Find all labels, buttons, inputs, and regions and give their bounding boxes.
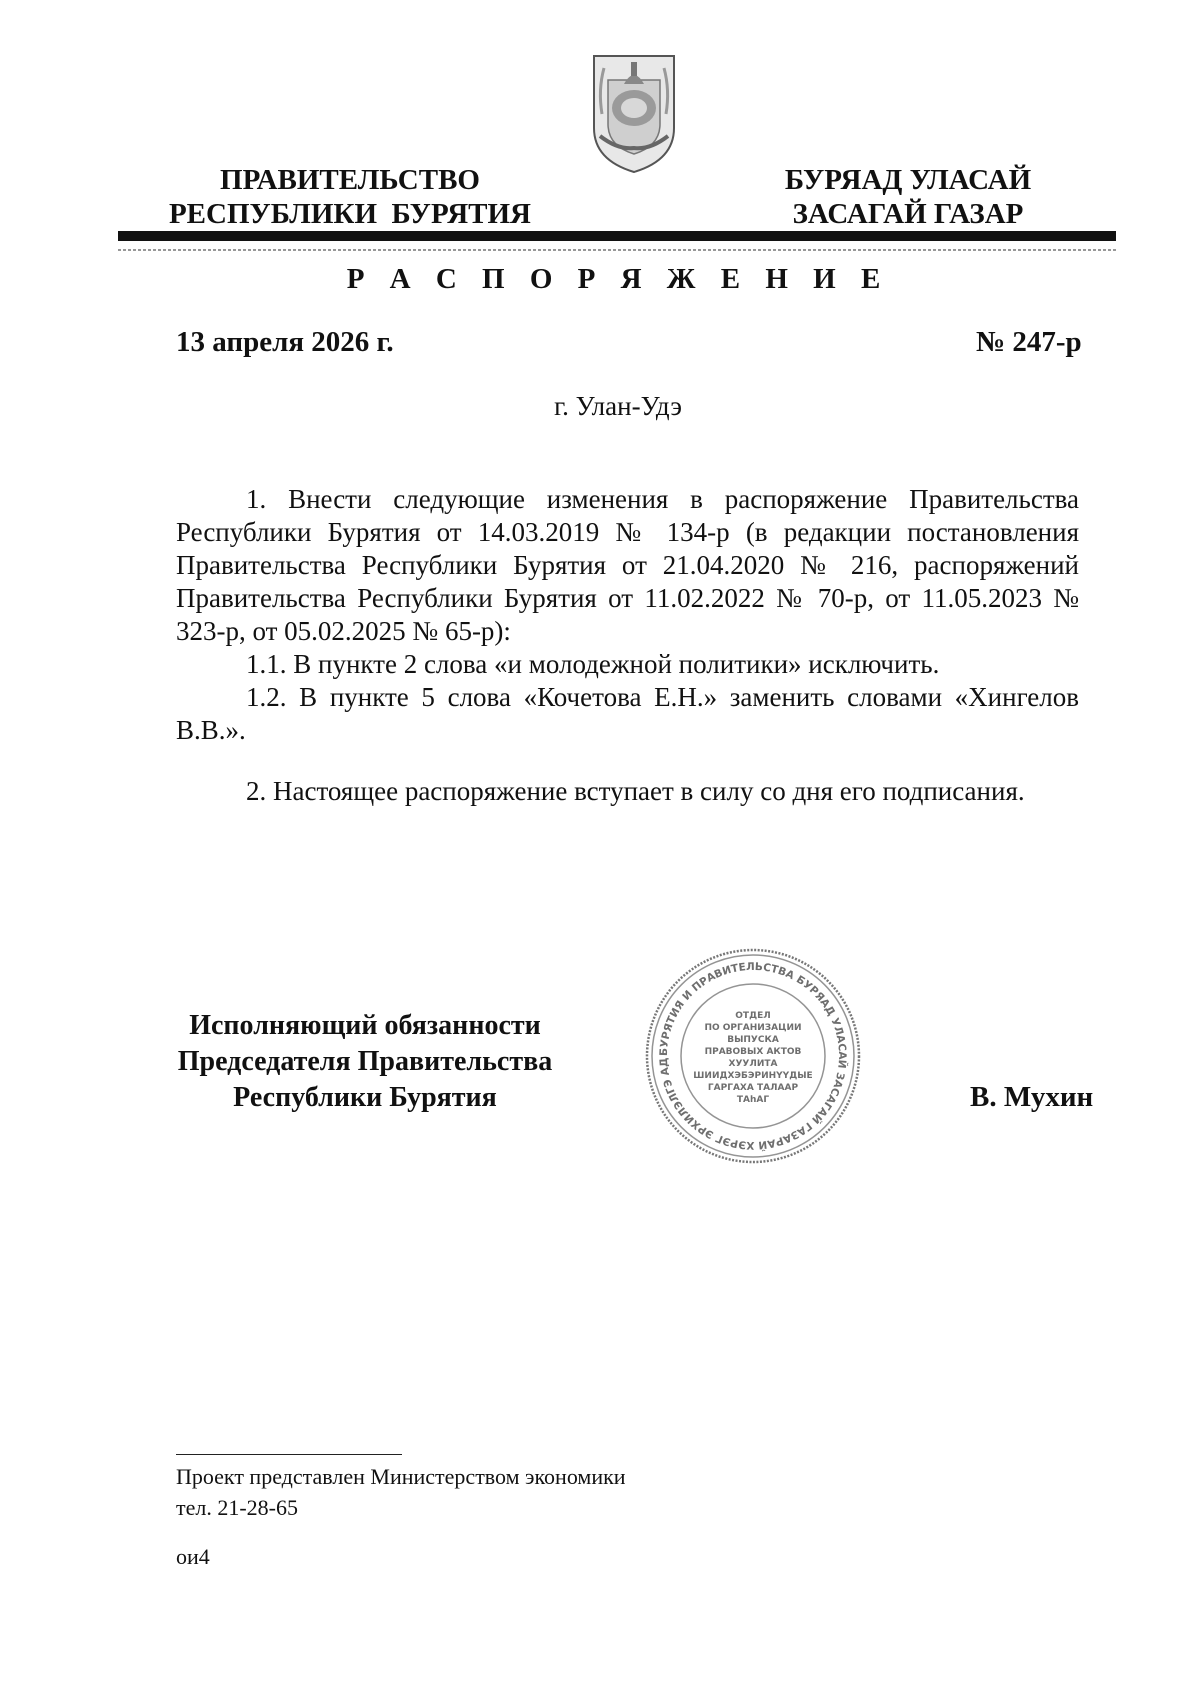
document-date: 13 апреля 2026 г. [176, 326, 394, 358]
paragraph-1: 1. Внести следующие изменения в распоряжение Правительства Республики Бурятия от 14.03.2019 № 134-р (в редакции постановления Правительства Республики Бурятия от 21.04.2020 № 216, распоряжений Правительства Республики Бурятия от 11.02.2022 № 70-р, от 11.05.2023 № 323-р, от 05.02.2025 № 65-р): [176, 484, 1079, 646]
header-right-line2: ЗАСАГАЙ ГАЗАР [792, 198, 1024, 230]
signatory-name: В. Мухин [970, 1081, 1094, 1113]
header-right-line1: БУРЯАД УЛАСАЙ [784, 164, 1032, 196]
official-stamp [643, 946, 863, 1166]
paragraph-2: 2. Настоящее распоряжение вступает в силу со дня его подписания. [246, 776, 1025, 806]
paragraph-1-2: 1.2. В пункте 5 слова «Кочетова Е.Н.» заменить словами «Хингелов В.В.». [176, 682, 1079, 745]
stamp-line8: ТАһАГ [736, 1095, 770, 1105]
stamp-line3: ВЫПУСКА [727, 1035, 779, 1045]
stamp-line6: ШИИДХЭБЭРИНҮҮДЫЕ [693, 1071, 813, 1081]
stamp-line7: ГАРГАХА ТАЛААР [707, 1083, 799, 1093]
stamp-outer-text: БУРЯТИЯ И ПРАВИТЕЛЬСТВА БУРЯАД УЛАСАЙ ЗАСАГАЙ ГАЗАРАЙ ХЭРЭГ ЭРХИЛЭЛГЭ АД [657, 960, 849, 1152]
coat-of-arms-icon [588, 50, 680, 176]
document-type: Р А С П О Р Я Ж Е Н И Е [346, 263, 890, 295]
header-left-line1: ПРАВИТЕЛЬСТВО [220, 164, 480, 196]
signatory-title-line1: Исполняющий обязанности [189, 1010, 541, 1041]
footnote [176, 1461, 626, 1523]
header-right [762, 163, 1054, 231]
paragraph-1-1: 1.1. В пункте 2 слова «и молодежной политики» исключить. [246, 649, 940, 679]
executor-code: ои4 [176, 1544, 210, 1569]
stamp-line4: ПРАВОВЫХ АКТОВ [704, 1047, 802, 1057]
stamp-line1: ОТДЕЛ [735, 1011, 771, 1021]
header-divider-thick [118, 231, 1116, 241]
footnote-line2: тел. 21-28-65 [176, 1495, 299, 1520]
header-divider-thin [118, 249, 1116, 251]
footnote-line1: Проект представлен Министерством экономики [176, 1464, 626, 1489]
signatory-title-line2: Председателя Правительства [177, 1046, 553, 1077]
signatory-title-line3: Республики Бурятия [233, 1082, 497, 1113]
header-left [160, 163, 540, 231]
stamp-line5: ХУУЛИТА [728, 1059, 778, 1069]
document-number: № 247-р [976, 326, 1082, 358]
footnote-divider [176, 1454, 402, 1455]
document-city: г. Улан-Удэ [554, 391, 682, 421]
stamp-line2: ПО ОРГАНИЗАЦИИ [704, 1023, 802, 1033]
signatory-title [160, 1008, 570, 1116]
document-body [176, 483, 1079, 808]
header-left-line2: РЕСПУБЛИКИ БУРЯТИЯ [168, 198, 532, 230]
